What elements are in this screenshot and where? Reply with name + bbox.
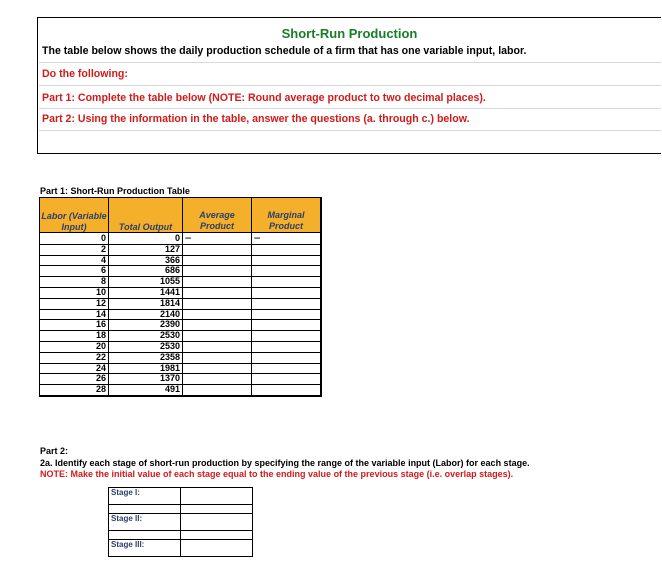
- labor-cell: 20: [40, 341, 109, 352]
- output-cell: 366: [109, 255, 183, 266]
- labor-cell: 6: [40, 266, 109, 277]
- output-cell: 2530: [109, 331, 183, 342]
- labor-cell: 12: [40, 298, 109, 309]
- marginal-product-cell[interactable]: [252, 374, 322, 385]
- divider: [39, 108, 661, 109]
- intro-text: The table below shows the daily production schedule of a firm that has one variable input, labor.: [42, 45, 527, 57]
- stage-3-input[interactable]: [181, 540, 253, 557]
- average-product-cell[interactable]: [183, 244, 252, 255]
- output-cell: 1370: [109, 374, 183, 385]
- question-2a: 2a. Identify each stage of short-run production by specifying the range of the variable input (Labor) for each stage.: [40, 457, 530, 468]
- production-table: [39, 197, 322, 397]
- marginal-product-cell[interactable]: [252, 309, 322, 320]
- average-product-cell[interactable]: [183, 385, 252, 396]
- marginal-product-cell[interactable]: [252, 266, 322, 277]
- average-product-cell[interactable]: [183, 255, 252, 266]
- output-cell: 2140: [109, 309, 183, 320]
- labor-cell: 10: [40, 287, 109, 298]
- marginal-product-cell[interactable]: [252, 244, 322, 255]
- output-cell: 491: [109, 385, 183, 396]
- divider: [39, 85, 661, 86]
- header-labor-text: Labor (Variable Input): [41, 211, 107, 232]
- marginal-product-cell[interactable]: [252, 298, 322, 309]
- output-cell: 2530: [109, 341, 183, 352]
- table-row: [40, 331, 322, 342]
- table-row: [40, 244, 322, 255]
- do-following-text: Do the following:: [42, 68, 128, 80]
- table-row: [40, 363, 322, 374]
- instructions-box: [37, 17, 661, 154]
- table-row: [40, 287, 322, 298]
- part2-instruction: Part 2: Using the information in the table, answer the questions (a. through c.) below.: [42, 113, 470, 125]
- output-cell: 686: [109, 266, 183, 277]
- labor-cell: 0: [40, 233, 109, 245]
- part2-note: NOTE: Make the initial value of each stage equal to the ending value of the previous stage (i.e. overlap stages).: [40, 469, 514, 479]
- divider: [39, 130, 661, 131]
- stages-table: [108, 487, 253, 557]
- header-average-product-text: Average Product: [199, 210, 235, 231]
- header-total-output-text: Total Output: [118, 222, 173, 232]
- average-product-cell[interactable]: [183, 352, 252, 363]
- marginal-product-cell[interactable]: [252, 255, 322, 266]
- output-cell: 2390: [109, 320, 183, 331]
- table-row: [40, 298, 322, 309]
- labor-cell: 28: [40, 385, 109, 396]
- marginal-product-cell[interactable]: [252, 385, 322, 396]
- average-product-cell[interactable]: [183, 320, 252, 331]
- marginal-product-cell[interactable]: [252, 341, 322, 352]
- labor-cell: 4: [40, 255, 109, 266]
- header-marginal-product-text: Marginal Product: [267, 210, 305, 231]
- marginal-product-cell: [252, 233, 322, 245]
- average-product-cell[interactable]: [183, 341, 252, 352]
- table-row: [40, 385, 322, 396]
- table-row: [40, 341, 322, 352]
- part2-section: [40, 446, 530, 481]
- labor-cell: 8: [40, 277, 109, 288]
- table-row: [40, 277, 322, 288]
- table-row: [40, 374, 322, 385]
- table-caption: Part 1: Short-Run Production Table: [40, 186, 190, 196]
- output-cell: 1055: [109, 277, 183, 288]
- average-product-cell[interactable]: [183, 298, 252, 309]
- table-row: [40, 233, 322, 245]
- marginal-product-cell[interactable]: [252, 352, 322, 363]
- header-total-output: [109, 198, 183, 233]
- part2-heading: Part 2:: [40, 446, 69, 456]
- marginal-product-cell[interactable]: [252, 363, 322, 374]
- spacer: [181, 531, 253, 540]
- dash-placeholder: ----: [254, 235, 260, 242]
- table-row: [40, 320, 322, 331]
- output-cell: 1981: [109, 363, 183, 374]
- divider: [39, 62, 661, 63]
- spacer: [109, 531, 181, 540]
- output-cell: 1814: [109, 298, 183, 309]
- labor-cell: 16: [40, 320, 109, 331]
- output-cell: 1441: [109, 287, 183, 298]
- labor-cell: 14: [40, 309, 109, 320]
- stage-1-input[interactable]: [181, 488, 253, 505]
- table-row: [40, 309, 322, 320]
- header-labor: [40, 198, 109, 233]
- average-product-cell[interactable]: [183, 374, 252, 385]
- labor-cell: 22: [40, 352, 109, 363]
- stage-1-label: Stage I:: [109, 488, 181, 505]
- output-cell: 2358: [109, 352, 183, 363]
- page-title: Short-Run Production: [281, 26, 418, 41]
- labor-cell: 24: [40, 363, 109, 374]
- marginal-product-cell[interactable]: [252, 277, 322, 288]
- average-product-cell: [183, 233, 252, 245]
- labor-cell: 18: [40, 331, 109, 342]
- labor-cell: 26: [40, 374, 109, 385]
- output-cell: 0: [109, 233, 183, 245]
- stage-2-label: Stage II:: [109, 514, 181, 531]
- table-row: [40, 266, 322, 277]
- labor-cell: 2: [40, 244, 109, 255]
- spacer: [109, 505, 181, 514]
- marginal-product-cell[interactable]: [252, 320, 322, 331]
- marginal-product-cell[interactable]: [252, 287, 322, 298]
- header-average-product: [183, 198, 252, 233]
- output-cell: 127: [109, 244, 183, 255]
- table-row: [40, 352, 322, 363]
- spacer: [181, 505, 253, 514]
- marginal-product-cell[interactable]: [252, 331, 322, 342]
- stage-3-label: Stage III:: [109, 540, 181, 557]
- part1-instruction: Part 1: Complete the table below (NOTE: Round average product to two decimal places).: [42, 92, 486, 104]
- header-marginal-product: [252, 198, 322, 233]
- stage-2-input[interactable]: [181, 514, 253, 531]
- average-product-cell[interactable]: [183, 363, 252, 374]
- average-product-cell[interactable]: [183, 331, 252, 342]
- average-product-cell[interactable]: [183, 287, 252, 298]
- table-row: [40, 255, 322, 266]
- average-product-cell[interactable]: [183, 309, 252, 320]
- dash-placeholder: ----: [185, 235, 191, 242]
- average-product-cell[interactable]: [183, 266, 252, 277]
- average-product-cell[interactable]: [183, 277, 252, 288]
